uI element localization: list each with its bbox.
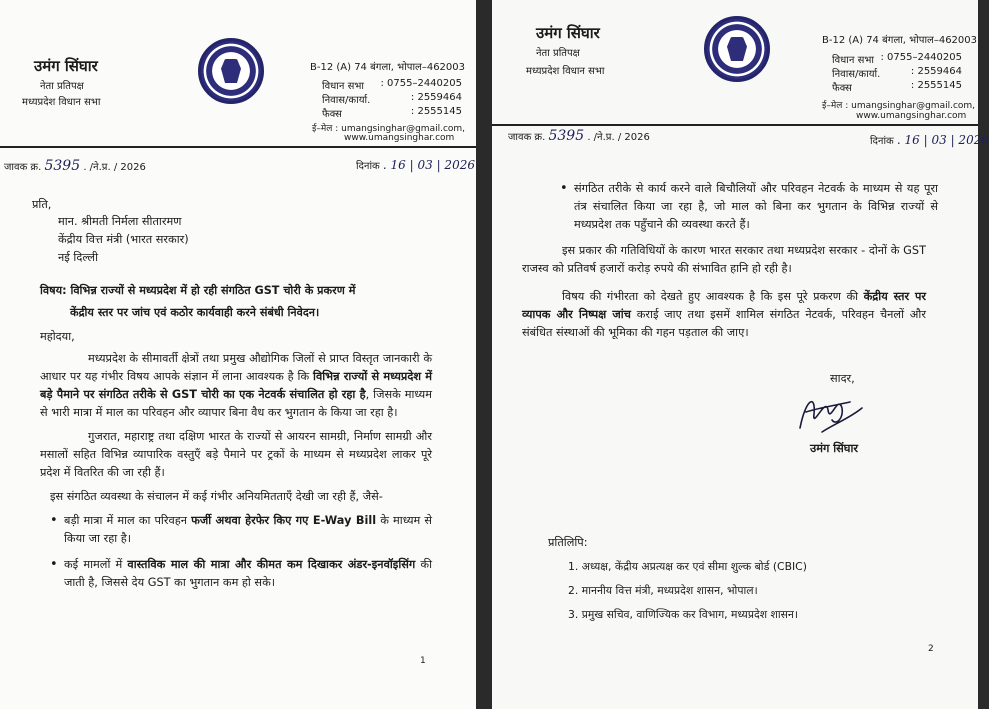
paragraph-5 [522, 288, 926, 342]
bullet-item-2 [50, 556, 432, 592]
website: www.umangsinghar.com [856, 111, 967, 121]
to-label: प्रति, [32, 198, 52, 211]
subject-line-2: केंद्रीय स्तर पर जांच एवं कठोर कार्यवाही करने संबंधी निवेदन। [70, 306, 320, 319]
paragraph-2: गुजरात, महाराष्ट्र तथा दक्षिण भारत के राज्यों से आयरन सामग्री, निर्माण सामग्री और मसालों सहित विभिन्न व्यापारिक वस्तुएँ बड़े पैमाने पर ट्रकों के माध्यम से मध्यप्रदेश लाकर पूरे प्रदेश में वितरित की जा रही हैं। [40, 430, 432, 479]
salutation: महोदया, [40, 330, 75, 343]
cc-item: 1. अध्यक्ष, केंद्रीय अप्रत्यक्ष कर एवं सीमा शुल्क बोर्ड (CBIC) [568, 560, 807, 573]
cc-item: 2. माननीय वित्त मंत्री, मध्यप्रदेश शासन, भोपाल। [568, 584, 758, 597]
body-paragraphs [522, 180, 938, 342]
text-bold: फर्जी अथवा हेरफेर किए गए E-Way Bill [191, 514, 377, 527]
cc-list [568, 558, 807, 630]
text: विषय की गंभीरता को देखते हुए आवश्यक है कि इस पूरे प्रकरण की [562, 290, 864, 303]
signature-icon [792, 388, 872, 440]
letter-page-2 [492, 0, 989, 709]
text: मध्यप्रदेश के सीमावर्ती क्षेत्रों तथा प्रमुख औद्योगिक जिलों से प्राप्त विस्तृत जानकारी के आधार पर यह गंभीर विषय आपके संज्ञान में लाना आवश्यक है कि [40, 352, 432, 383]
recipient-details [58, 213, 189, 267]
reference-number [508, 128, 650, 144]
paragraph-3: इस संगठित व्यवस्था के संचालन में कई गंभीर अनियमितताएँ देखी जा रही हैं, जैसे- [50, 490, 383, 503]
sender-name: उमंग सिंघार [34, 57, 98, 75]
email: ई–मेल : umangsinghar@gmail.com, [822, 101, 976, 111]
letter-page-1 [0, 0, 476, 709]
header-divider [492, 124, 978, 126]
text: कराई जाए तथा इसमें शामिल संगठित नेटवर्क, परिवहन चैनलों और संबंधित संस्थाओं की भूमिका की गहन पड़ताल की जाए। [522, 308, 926, 339]
sender-assembly: मध्यप्रदेश विधान सभा [22, 97, 101, 108]
text: के माध्यम से किया जा रहा है। [64, 514, 432, 545]
page-number: 1 [420, 656, 426, 666]
text: कई मामलों में [64, 558, 128, 571]
body-paragraphs [40, 350, 432, 592]
contact-value: : 0755–2440205 [380, 78, 462, 89]
website: www.umangsinghar.com [344, 133, 455, 143]
contact-value: : 2555145 [410, 106, 462, 117]
contact-block [322, 78, 462, 120]
date [356, 158, 475, 172]
text: बड़ी मात्रा में माल का परिवहन [64, 514, 192, 527]
contact-value: : 2559464 [410, 92, 462, 103]
state-assembly-seal-icon [704, 16, 770, 82]
contact-label: विधान सभा [322, 81, 364, 92]
ref-label: जावक क्र. [508, 132, 546, 143]
header-divider [0, 146, 476, 148]
recipient-city: नई दिल्ली [58, 251, 99, 264]
subject-line-1: विषय: विभिन्न राज्यों से मध्यप्रदेश में हो रही संगठित GST चोरी के प्रकरण में [40, 284, 356, 297]
cc-item: 3. प्रमुख सचिव, वाणिज्यिक कर विभाग, मध्यप्रदेश शासन। [568, 608, 798, 621]
sender-name: उमंग सिंघार [536, 24, 600, 42]
recipient-block [32, 196, 51, 214]
text: , जिसके माध्यम से भारी मात्रा में माल का परिवहन और व्यापार बिना वैध कर भुगतान के किया जा रहा है। [40, 388, 432, 419]
ref-label: जावक क्र. [4, 162, 42, 173]
date-label: दिनांक [356, 161, 380, 172]
closing: सादर, [830, 372, 855, 385]
sender-designation: नेता प्रतिपक्ष [40, 81, 84, 92]
ref-suffix: . /ने.प्र. / 2026 [587, 132, 650, 143]
bullet-item-1 [50, 512, 432, 548]
sender-designation: नेता प्रतिपक्ष [536, 48, 580, 59]
text: की जाती है, जिससे देय GST का भुगतान कम हो सके। [64, 558, 432, 589]
contact-label: फैक्स [832, 83, 852, 94]
bullet-item-3: • संगठित तरीके से कार्य करने वाले बिचौलियों और परिवहन नेटवर्क के माध्यम से यह पूरा तंत्र संचालित किया जा रहा है, जो माल को बिना कर भुगतान के विभिन्न राज्यों से मध्यप्रदेश तक पहुँचाने की व्यवस्था करते हैं। [560, 180, 938, 234]
contact-block [832, 52, 962, 94]
contact-label: निवास/कार्या. [322, 95, 371, 106]
email: ई–मेल : umangsinghar@gmail.com, [312, 124, 466, 134]
paragraph-4: इस प्रकार की गतिविधियों के कारण भारत सरकार तथा मध्यप्रदेश सरकार - दोनों के GST राजस्व को प्रतिवर्ष हजारों करोड़ रुपये की संभावित हानि हो रही है। [522, 244, 926, 275]
date [870, 133, 989, 147]
date-value: . 16 | 03 | 2026 [896, 133, 989, 147]
state-assembly-seal-icon [198, 38, 264, 104]
date-value: . 16 | 03 | 2026 [382, 158, 475, 172]
subject [40, 280, 460, 324]
reference-number [4, 158, 146, 174]
contact-value: : 2555145 [910, 80, 962, 91]
ref-number: 5395 [44, 158, 81, 174]
contact-label: निवास/कार्या. [832, 69, 881, 80]
contact-label: फैक्स [322, 109, 342, 120]
contact-label: विधान सभा [832, 55, 874, 66]
contact-value: : 2559464 [910, 66, 962, 77]
page-number: 2 [928, 644, 934, 654]
recipient-name: मान. श्रीमती निर्मला सीतारमण [58, 215, 182, 228]
sender-assembly: मध्यप्रदेश विधान सभा [526, 66, 605, 77]
paragraph-1 [40, 350, 432, 422]
contact-value: : 0755–2440205 [880, 52, 962, 63]
date-label: दिनांक [870, 136, 894, 147]
cc-label: प्रतिलिपि: [548, 536, 588, 549]
ref-suffix: . /ने.प्र. / 2026 [83, 162, 146, 173]
signatory-name: उमंग सिंघार [810, 442, 859, 455]
ref-number: 5395 [548, 128, 585, 144]
address: B-12 (A) 74 बंगला, भोपाल–462003 [310, 62, 466, 73]
text-bold: केंद्रीय स्तर पर व्यापक और निष्पक्ष जांच [522, 290, 926, 321]
address: B-12 (A) 74 बंगला, भोपाल–462003 [822, 35, 978, 46]
recipient-title: केंद्रीय वित्त मंत्री (भारत सरकार) [58, 233, 189, 246]
text-bold: विभिन्न राज्यों से मध्यप्रदेश में बड़े पैमाने पर संगठित तरीके से GST चोरी का एक नेटवर्क संचालित हो रहा है [40, 370, 432, 401]
text-bold: वास्तविक माल की मात्रा और कीमत कम दिखाकर अंडर-इनवॉइसिंग [127, 558, 416, 571]
